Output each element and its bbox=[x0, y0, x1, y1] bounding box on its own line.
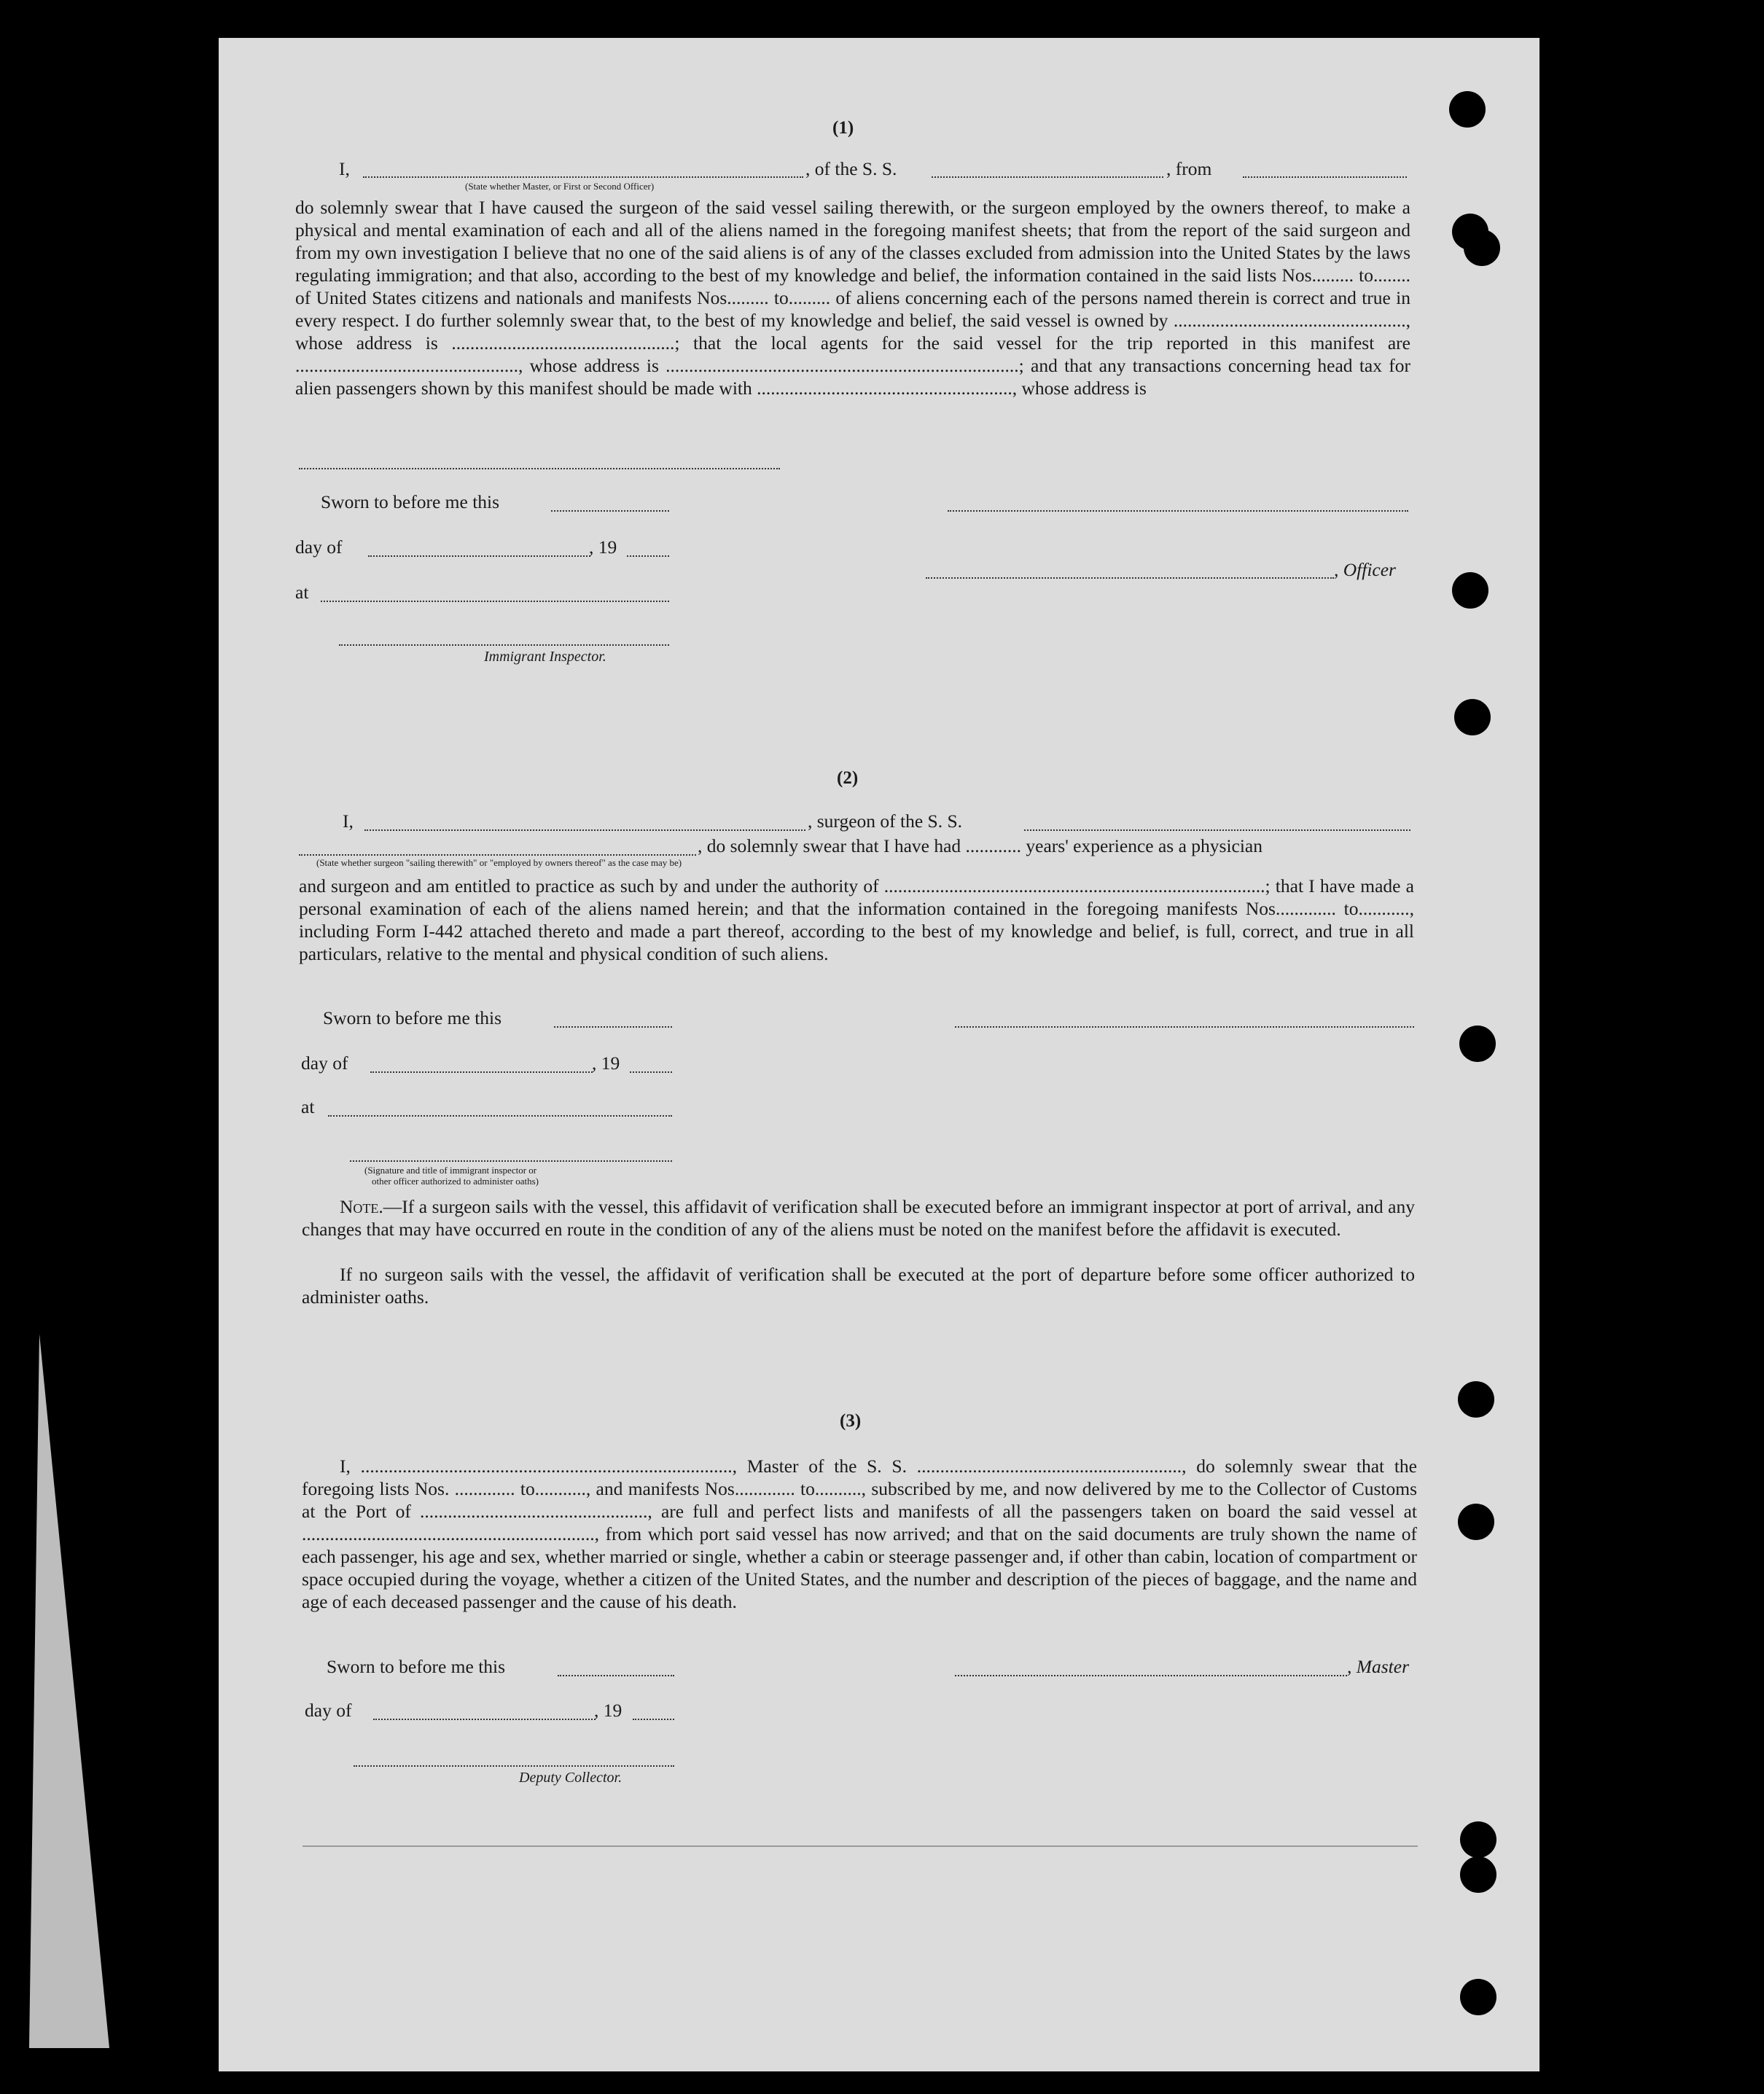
punch-hole bbox=[1460, 1821, 1496, 1858]
s1-inspector-label: Immigrant Inspector. bbox=[484, 649, 606, 665]
manifest-affidavit-page bbox=[219, 38, 1539, 2071]
s2-sig-hint-1: (Signature and title of immigrant inspector or bbox=[364, 1165, 537, 1176]
s2-day-of: day of bbox=[301, 1052, 348, 1074]
punch-hole bbox=[1459, 1025, 1496, 1062]
s3-day-blank bbox=[373, 1719, 596, 1720]
s3-sworn: Sworn to before me this bbox=[327, 1656, 506, 1677]
punch-hole bbox=[1464, 230, 1500, 266]
section-2-number: (2) bbox=[837, 768, 859, 788]
s2-inspector-blank bbox=[350, 1160, 672, 1162]
s1-line1-of: , of the S. S. bbox=[805, 158, 897, 179]
s2-note-1 bbox=[302, 1195, 1415, 1241]
s2-year-blank bbox=[630, 1071, 672, 1073]
s2-line1-i: I, bbox=[343, 810, 354, 832]
s1-oath-paragraph: do solemnly swear that I have caused the surgeon of the said vessel sailing therewith, or the surgeon employed by the owners thereof, to make a physical and mental examination of each and all of the aliens named in the foregoing manifest sheets; that from the report of the said surgeon and from my own investigation I believe that no one of the said aliens is of any of the classes excluded from admission into the United States by the laws regulating immigration; and that also, according to the best of my knowledge and belief, the information contained in the said lists Nos......... to........ of United States citizens and nationals and manifests Nos......... to......... of aliens concerning each of the persons named therein is correct and true in every respect. I do further solemnly swear that, to the best of my knowledge and belief, the said vessel is owned by .................................................., whose address is ................................................; that the local agents for the said vessel for the trip reported in this manifest are ................................................, whose address is ............................................................................; and that any transactions concerning head tax for alien passengers shown by this manifest should be made with ......................................................., whose address is bbox=[295, 197, 1410, 399]
s2-status-blank bbox=[299, 854, 696, 856]
punch-hole bbox=[1454, 699, 1491, 735]
s2-at-blank bbox=[328, 1115, 672, 1117]
s2-note-2: If no surgeon sails with the vessel, the affidavit of verification shall be executed at the port of departure before some officer authorized to administer oaths. bbox=[302, 1264, 1415, 1308]
s1-officer-label: , Officer bbox=[1334, 559, 1396, 580]
s2-note-1-text: —If a surgeon sails with the vessel, this affidavit of verification shall be executed before an immigrant inspector at port of arrival, and any changes that may have occurred en route in the condition of any of the aliens must be noted on the manifest before the affidavit is executed. bbox=[302, 1196, 1415, 1240]
s2-ship-blank bbox=[1024, 829, 1410, 831]
s1-line1-i: I, bbox=[339, 158, 350, 179]
s2-line2: , do solemnly swear that I have had ............ years' experience as a physician bbox=[698, 835, 1262, 856]
s3-master-label: , Master bbox=[1347, 1656, 1409, 1677]
s3-oath-paragraph: I, ................................................................................, Master of the S. S. ........................................................., do solemnly swear that the foregoing lists Nos. ............. to..........., and manifests Nos............. to.........., subscribed by me, and now delivered by me to the Collector of Customs at the Port of ................................................., are full and perfect lists and manifests of all the passengers taken on board the said vessel at ..............................................................., from which port said vessel has now arrived; and that on the said documents are truly shown the name of each passenger, his age and sex, whether married or single, whether a cabin or steerage passenger and, if other than cabin, location of compartment or space occupied during the voyage, whether a citizen of the United States, and the number and description of the pieces of baggage, and the name and age of each deceased passenger and the cause of his death. bbox=[302, 1456, 1417, 1612]
s3-year-blank bbox=[633, 1719, 674, 1720]
s3-collector-blank bbox=[354, 1765, 674, 1767]
s2-year: , 19 bbox=[592, 1052, 620, 1074]
s3-year: , 19 bbox=[594, 1700, 623, 1721]
s1-upper-sign-blank bbox=[948, 510, 1408, 512]
s2-name-blank bbox=[364, 829, 805, 831]
adjacent-page-edge bbox=[29, 1334, 109, 2048]
s3-sworn-blank bbox=[558, 1675, 674, 1676]
s1-sworn-blank bbox=[551, 510, 669, 512]
s2-sworn: Sworn to before me this bbox=[323, 1007, 502, 1028]
s2-sworn-blank bbox=[554, 1026, 672, 1028]
s3-master-sign-blank bbox=[955, 1675, 1347, 1676]
s2-surgeon-sign-blank bbox=[955, 1026, 1414, 1028]
s1-day-of: day of bbox=[295, 536, 343, 558]
s2-oath-paragraph: and surgeon and am entitled to practice as such by and under the authority of ..................................................................................; that I have made a personal examination of each of the aliens named herein; and that the information contained in the foregoing manifests Nos............. to..........., including Form I-442 attached thereto and made a part thereof, according to the best of my knowledge and belief, is full, correct, and true in all particulars, relative to the mental and physical condition of such aliens. bbox=[299, 875, 1414, 964]
s2-at: at bbox=[301, 1096, 315, 1117]
s1-address-blank bbox=[299, 468, 780, 469]
s2-sig-hint-2: other officer authorized to administer oaths) bbox=[372, 1176, 539, 1187]
s2-line1-surgeon: , surgeon of the S. S. bbox=[808, 810, 963, 832]
s1-line1-from: , from bbox=[1166, 158, 1212, 179]
s1-sworn: Sworn to before me this bbox=[321, 491, 500, 512]
s1-at-blank bbox=[321, 601, 669, 602]
punch-hole bbox=[1449, 91, 1486, 128]
s3-day-of: day of bbox=[305, 1700, 352, 1721]
s1-year-blank bbox=[627, 555, 669, 557]
punch-hole bbox=[1460, 1856, 1496, 1893]
punch-hole bbox=[1460, 1979, 1496, 2015]
s1-officer-blank bbox=[926, 577, 1334, 579]
punch-hole bbox=[1452, 572, 1488, 609]
s1-day-blank bbox=[368, 555, 590, 557]
section-1-number: (1) bbox=[832, 118, 854, 138]
s1-from-blank bbox=[1243, 176, 1407, 178]
punch-hole bbox=[1458, 1504, 1494, 1540]
s2-day-blank bbox=[370, 1071, 593, 1073]
s1-at: at bbox=[295, 582, 309, 603]
s1-name-blank bbox=[363, 176, 803, 178]
s1-ship-blank bbox=[932, 176, 1163, 178]
s2-note-label: Note. bbox=[340, 1196, 383, 1217]
section-3-number: (3) bbox=[840, 1411, 862, 1431]
s3-collector-label: Deputy Collector. bbox=[519, 1770, 623, 1786]
s1-year: , 19 bbox=[589, 536, 617, 558]
s2-line2-hint: (State whether surgeon "sailing therewith" or "employed by owners thereof" as the case may be) bbox=[316, 857, 682, 868]
s1-inspector-blank bbox=[339, 644, 669, 646]
s1-line1-hint: (State whether Master, or First or Second Officer) bbox=[465, 181, 655, 192]
punch-hole bbox=[1458, 1381, 1494, 1418]
bottom-rule bbox=[303, 1845, 1418, 1847]
